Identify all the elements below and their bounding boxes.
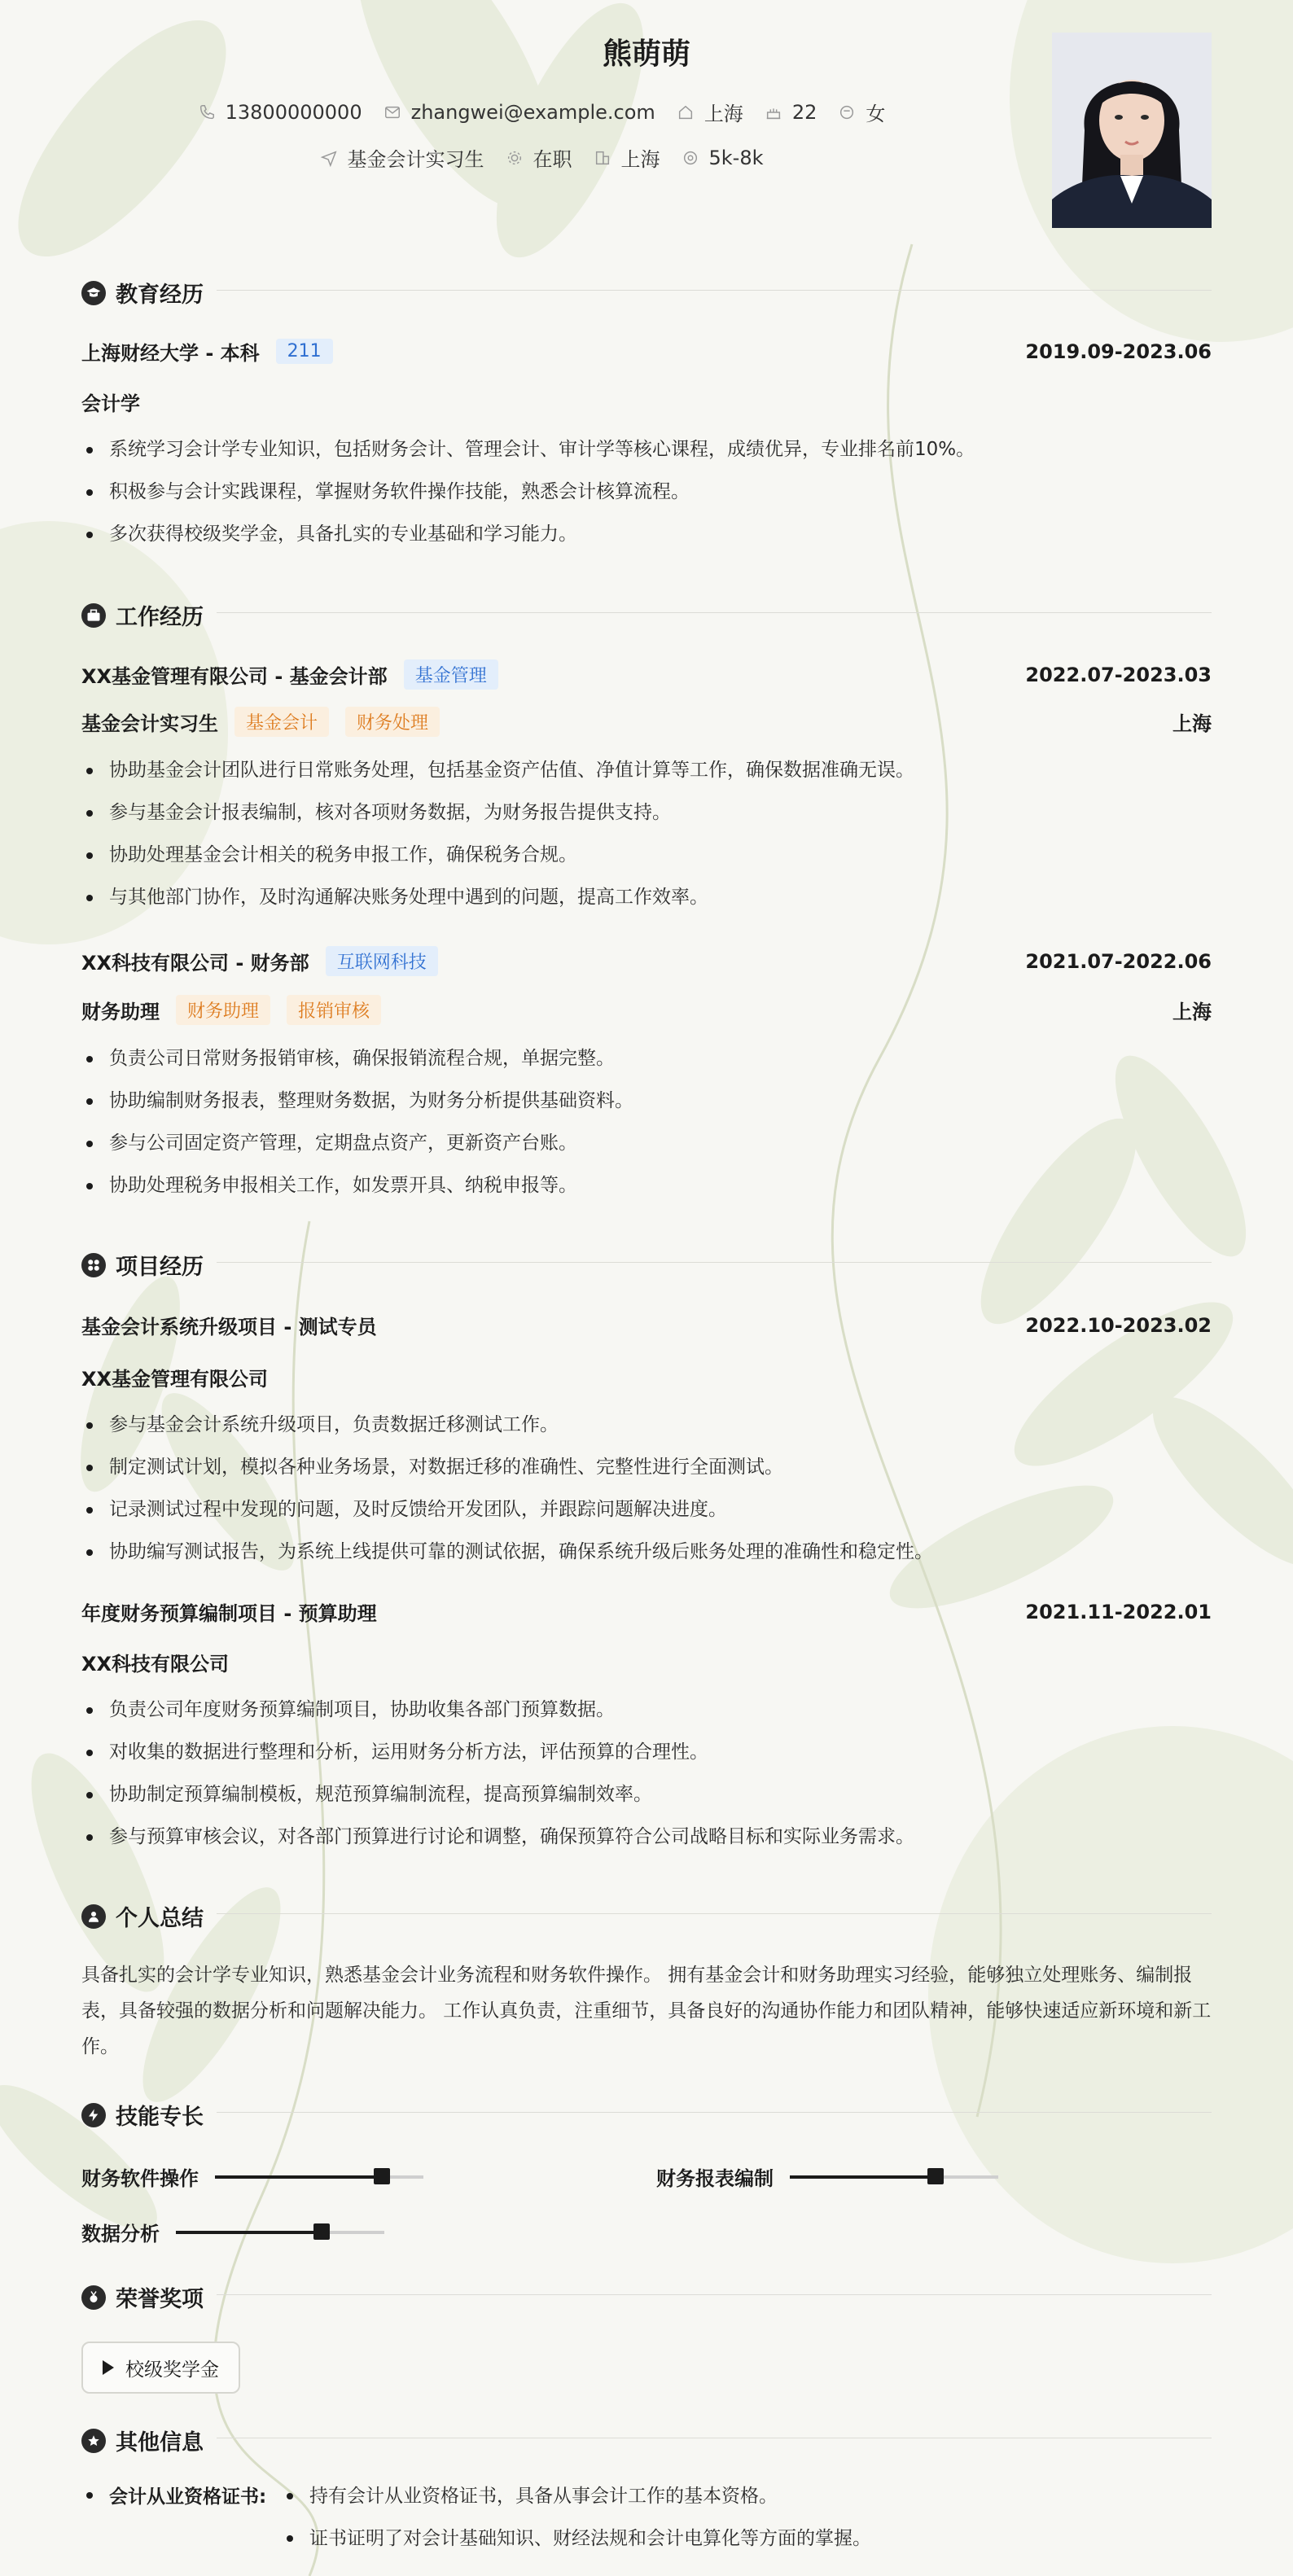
company-name: XX基金管理有限公司 - 基金会计部 bbox=[81, 665, 388, 688]
list-item: 参与基金会计报表编制，核对各项财务数据，为财务报告提供支持。 bbox=[81, 791, 1212, 834]
project-org: XX基金管理有限公司 bbox=[81, 1368, 269, 1391]
skill-level-knob bbox=[374, 2168, 390, 2184]
certificate-bullets bbox=[282, 2482, 871, 2566]
send-icon bbox=[320, 149, 338, 167]
list-item: 负责公司日常财务报销审核，确保报销流程合规，单据完整。 bbox=[81, 1037, 1212, 1080]
list-item: 协助处理税务申报相关工作，如发票开具、纳税申报等。 bbox=[81, 1164, 1212, 1207]
intent-row bbox=[0, 143, 1083, 172]
role-tag: 财务助理 bbox=[176, 995, 270, 1025]
list-item: 系统学习会计学专业知识，包括财务会计、管理会计、审计学等核心课程，成绩优异，专业排名前10%。 bbox=[81, 428, 1212, 471]
gender-text: 女 bbox=[866, 103, 886, 125]
project-bullets-1 bbox=[81, 1404, 1212, 1573]
skill-level-bar bbox=[215, 2175, 423, 2179]
play-triangle-icon bbox=[103, 2360, 114, 2375]
company-name: XX科技有限公司 - 财务部 bbox=[81, 952, 309, 975]
target-city-text: 上海 bbox=[620, 148, 660, 171]
section-divider bbox=[217, 2112, 1212, 2113]
certificate-label: 会计从业资格证书: bbox=[81, 2482, 266, 2508]
other-title-text: 其他信息 bbox=[116, 2430, 204, 2456]
skill-item bbox=[656, 2162, 998, 2191]
lightning-icon bbox=[81, 2103, 106, 2127]
list-item: 协助制定预算编制模板，规范预算编制流程，提高预算编制效率。 bbox=[81, 1773, 1212, 1816]
salary-item bbox=[682, 147, 764, 169]
job-bullets-1 bbox=[81, 749, 1212, 918]
section-divider bbox=[217, 1262, 1212, 1263]
home-icon bbox=[677, 103, 695, 121]
summary-title-text: 个人总结 bbox=[116, 1906, 204, 1931]
skill-level-knob bbox=[927, 2168, 944, 2184]
list-item: 对收集的数据进行整理和分析，运用财务分析方法，评估预算的合理性。 bbox=[81, 1731, 1212, 1773]
education-title-text: 教育经历 bbox=[116, 283, 204, 308]
salary-text: 5k-8k bbox=[708, 146, 764, 169]
phone-icon bbox=[198, 103, 216, 121]
list-item: 与其他部门协作，及时沟通解决账务处理中遇到的问题，提高工作效率。 bbox=[81, 876, 1212, 918]
role-row-1 bbox=[81, 707, 1212, 737]
section-title-work bbox=[81, 599, 204, 631]
project-row-2 bbox=[81, 1597, 1212, 1626]
mail-icon bbox=[384, 103, 401, 121]
coin-icon bbox=[682, 149, 699, 167]
list-item: 记录测试过程中发现的问题，及时反馈给开发团队，并跟踪问题解决进度。 bbox=[81, 1488, 1212, 1531]
education-row bbox=[81, 337, 1212, 366]
education-bullets bbox=[81, 428, 1212, 555]
award-text: 校级奖学金 bbox=[125, 2359, 219, 2381]
section-divider bbox=[217, 2294, 1212, 2295]
job-row-1 bbox=[81, 659, 1212, 690]
education-date: 2019.09-2023.06 bbox=[1025, 340, 1212, 363]
status-text: 在职 bbox=[533, 148, 572, 171]
section-title-summary bbox=[81, 1900, 204, 1932]
skill-level-knob bbox=[313, 2223, 330, 2240]
more-icon bbox=[81, 2429, 106, 2453]
project-name: 年度财务预算编制项目 - 预算助理 bbox=[81, 1602, 377, 1625]
list-item: 持有会计从业资格证书，具备从事会计工作的基本资格。 bbox=[282, 2482, 871, 2524]
email-item bbox=[384, 101, 655, 124]
project-date: 2021.11-2022.01 bbox=[1025, 1600, 1212, 1623]
age-item bbox=[765, 101, 817, 124]
skill-level-bar bbox=[790, 2175, 998, 2179]
section-title-projects bbox=[81, 1249, 204, 1281]
industry-tag: 基金管理 bbox=[404, 659, 498, 690]
list-item: 协助处理基金会计相关的税务申报工作，确保税务合规。 bbox=[81, 834, 1212, 876]
portrait-illustration bbox=[1052, 33, 1212, 228]
project-row-1 bbox=[81, 1311, 1212, 1339]
project-date: 2022.10-2023.02 bbox=[1025, 1313, 1212, 1337]
target-city-item bbox=[594, 143, 660, 172]
section-divider bbox=[217, 1913, 1212, 1914]
list-item: 参与基金会计系统升级项目，负责数据迁移测试工作。 bbox=[81, 1404, 1212, 1446]
list-item: 积极参与会计实践课程，掌握财务软件操作技能，熟悉会计核算流程。 bbox=[81, 471, 1212, 513]
job-date: 2022.07-2023.03 bbox=[1025, 663, 1212, 686]
age-text: 22 bbox=[791, 100, 817, 124]
role-tag: 报销审核 bbox=[287, 995, 381, 1025]
list-item: 负责公司年度财务预算编制项目，协助收集各部门预算数据。 bbox=[81, 1689, 1212, 1731]
school-name: 上海财经大学 - 本科 bbox=[81, 342, 260, 365]
section-title-skills bbox=[81, 2099, 204, 2131]
briefcase-icon bbox=[81, 603, 106, 628]
major: 会计学 bbox=[81, 392, 140, 415]
skill-item bbox=[81, 2162, 423, 2191]
awards-title-text: 荣誉奖项 bbox=[116, 2287, 204, 2312]
email-text: zhangwei@example.com bbox=[410, 100, 655, 124]
job-city: 上海 bbox=[1172, 1001, 1212, 1023]
contact-row bbox=[0, 98, 1083, 126]
list-item: 参与预算审核会议，对各部门预算进行讨论和调整，确保预算符合公司战略目标和实际业务需求。 bbox=[81, 1816, 1212, 1858]
work-title-text: 工作经历 bbox=[116, 605, 204, 630]
list-item: 证书证明了对会计基础知识、财经法规和会计电算化等方面的掌握。 bbox=[282, 2524, 871, 2566]
phone-text: 13800000000 bbox=[225, 100, 362, 124]
position-text: 基金会计实习生 bbox=[347, 148, 484, 171]
list-item: 协助编制财务报表，整理财务数据，为财务分析提供基础资料。 bbox=[81, 1080, 1212, 1122]
job-row-2 bbox=[81, 946, 1212, 976]
gender-item bbox=[838, 98, 885, 126]
projects-title-text: 项目经历 bbox=[116, 1255, 204, 1280]
job-date: 2021.07-2022.06 bbox=[1025, 949, 1212, 973]
profile-photo bbox=[1052, 33, 1212, 228]
status-item bbox=[506, 143, 572, 172]
skill-level-bar bbox=[176, 2231, 384, 2234]
graduation-cap-icon bbox=[81, 281, 106, 305]
position-item bbox=[320, 143, 484, 172]
cake-icon bbox=[765, 103, 782, 121]
role-name: 基金会计实习生 bbox=[81, 712, 218, 735]
gear-icon bbox=[506, 149, 524, 167]
role-row-2 bbox=[81, 995, 1212, 1025]
section-title-other bbox=[81, 2425, 204, 2456]
medal-icon bbox=[81, 2285, 106, 2310]
user-icon bbox=[81, 1904, 106, 1929]
section-divider bbox=[217, 290, 1212, 291]
project-org: XX科技有限公司 bbox=[81, 1653, 230, 1676]
city-text: 上海 bbox=[703, 103, 743, 125]
project-name: 基金会计系统升级项目 - 测试专员 bbox=[81, 1316, 377, 1338]
role-name: 财务助理 bbox=[81, 1001, 160, 1023]
project-bullets-2 bbox=[81, 1689, 1212, 1858]
list-item: 协助基金会计团队进行日常账务处理，包括基金资产估值、净值计算等工作，确保数据准确无误。 bbox=[81, 749, 1212, 791]
phone-item bbox=[198, 101, 362, 124]
job-bullets-2 bbox=[81, 1037, 1212, 1207]
section-title-awards bbox=[81, 2281, 204, 2313]
list-item: 协助编写测试报告，为系统上线提供可靠的测试依据，确保系统升级后账务处理的准确性和稳定性。 bbox=[81, 1531, 1212, 1573]
skill-name: 财务软件操作 bbox=[81, 2167, 199, 2190]
job-city: 上海 bbox=[1172, 712, 1212, 735]
gender-icon bbox=[838, 103, 856, 121]
summary-text: 具备扎实的会计学专业知识，熟悉基金会计业务流程和财务软件操作。 拥有基金会计和财务助理实习经验，能够独立处理账务、编制报表，具备较强的数据分析和问题解决能力。 工作认真负责，注重细节，具备良好的沟通协作能力和团队精神，能够快速适应新环境和新工作。 bbox=[81, 1965, 1212, 2057]
city-item bbox=[677, 98, 743, 126]
list-item: 参与公司固定资产管理，定期盘点资产，更新资产台账。 bbox=[81, 1122, 1212, 1164]
award-item bbox=[81, 2342, 240, 2394]
role-tag: 财务处理 bbox=[345, 707, 440, 737]
role-tag: 基金会计 bbox=[234, 707, 329, 737]
skill-item bbox=[81, 2218, 384, 2246]
section-title-education bbox=[81, 277, 204, 309]
grid-icon bbox=[81, 1253, 106, 1277]
candidate-name: 熊萌萌 bbox=[602, 37, 690, 71]
building-icon bbox=[594, 149, 611, 167]
list-item: 制定测试计划，模拟各种业务场景，对数据迁移的准确性、完整性进行全面测试。 bbox=[81, 1446, 1212, 1488]
skills-title-text: 技能专长 bbox=[116, 2105, 204, 2130]
industry-tag: 互联网科技 bbox=[326, 946, 438, 976]
school-tag: 211 bbox=[276, 339, 333, 364]
section-divider bbox=[217, 612, 1212, 613]
skill-name: 数据分析 bbox=[81, 2223, 160, 2245]
skill-name: 财务报表编制 bbox=[656, 2167, 774, 2190]
list-item: 多次获得校级奖学金，具备扎实的专业基础和学习能力。 bbox=[81, 513, 1212, 555]
